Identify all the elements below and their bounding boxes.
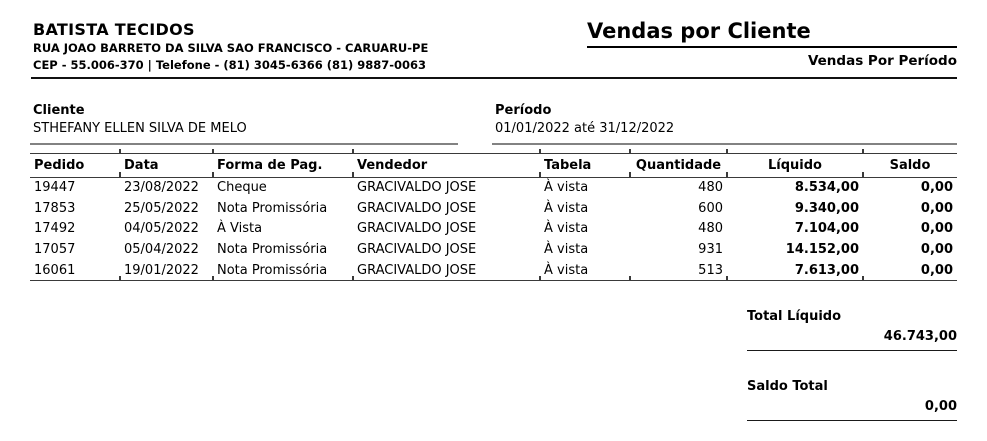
sales-table-wrap: [30, 153, 957, 281]
period-label: Período: [495, 103, 552, 118]
cell-data: 19/01/2022: [120, 260, 213, 281]
sales-table-body: [30, 177, 957, 281]
header-divider: [31, 77, 957, 79]
report-title-block: [587, 19, 957, 69]
cell-forma-de-pag: Cheque: [217, 180, 267, 196]
cell-forma-de-pag: Nota Promissória: [217, 242, 328, 258]
cell-tabela: À vista: [540, 260, 630, 281]
company-contact: CEP - 55.006-370 | Telefone - (81) 3045-6366 (81) 9887-0063: [33, 58, 427, 72]
cell-quantidade: 480: [698, 221, 723, 237]
total-liquido-label: Total Líquido: [747, 309, 842, 324]
cell-tabela: À vista: [544, 221, 589, 237]
client-filter-block: [30, 99, 458, 145]
cell-pedido: 17853: [34, 200, 76, 216]
cell-saldo: 0,00: [863, 260, 957, 281]
company-block: [33, 20, 428, 73]
cell-vendedor: GRACIVALDO JOSE: [357, 180, 477, 196]
cell-tabela: À vista: [544, 200, 589, 216]
saldo-total-value: 0,00: [924, 399, 957, 414]
sales-table: [30, 153, 957, 281]
column-header-forma-de-pag: Forma de Pag.: [213, 154, 353, 178]
report-subtitle: Vendas Por Período: [807, 53, 957, 69]
saldo-total-block: [747, 378, 957, 421]
cell-data: 05/04/2022: [124, 242, 199, 258]
cell-saldo: 0,00: [920, 242, 953, 258]
table-header-row: [30, 154, 957, 178]
cell-pedido: 19447: [34, 180, 76, 196]
column-header-liquido: Líquido: [727, 154, 863, 178]
cell-data: 04/05/2022: [124, 221, 199, 237]
cell-quantidade: 931: [698, 242, 723, 258]
cell-liquido: 14.152,00: [785, 242, 859, 258]
cell-pedido: 16061: [34, 262, 76, 278]
period-filter-block: [492, 99, 957, 145]
cell-pedido: 17057: [34, 242, 76, 258]
table-row: [30, 177, 957, 198]
table-row: [30, 239, 957, 260]
period-value: 01/01/2022 até 31/12/2022: [495, 121, 675, 136]
cell-liquido: 7.104,00: [794, 221, 859, 237]
cell-saldo: 0,00: [920, 200, 953, 216]
saldo-total-label: Saldo Total: [747, 379, 828, 394]
cell-quantidade: 480: [698, 180, 723, 196]
client-label: Cliente: [33, 103, 85, 118]
cell-forma-de-pag: Nota Promissória: [217, 200, 328, 216]
cell-vendedor: GRACIVALDO JOSE: [353, 260, 540, 281]
total-liquido-value: 46.743,00: [883, 329, 957, 344]
cell-forma-de-pag: À Vista: [217, 221, 263, 237]
company-address: RUA JOAO BARRETO DA SILVA SAO FRANCISCO - CARUARU-PE: [33, 41, 429, 55]
report-title: Vendas por Cliente: [587, 19, 957, 48]
cell-liquido: 8.534,00: [794, 180, 859, 196]
cell-liquido: 9.340,00: [794, 200, 859, 216]
cell-vendedor: GRACIVALDO JOSE: [357, 242, 477, 258]
cell-vendedor: GRACIVALDO JOSE: [357, 221, 477, 237]
column-header-saldo: Saldo: [863, 154, 957, 178]
cell-tabela: À vista: [544, 180, 589, 196]
column-header-vendedor: Vendedor: [353, 154, 540, 178]
column-header-data: Data: [120, 154, 213, 178]
table-row: [30, 260, 957, 281]
cell-saldo: 0,00: [920, 180, 953, 196]
cell-data: 25/05/2022: [124, 200, 199, 216]
column-header-pedido: Pedido: [30, 154, 120, 178]
table-row: [30, 219, 957, 240]
column-header-quantidade: Quantidade: [630, 154, 727, 178]
cell-vendedor: GRACIVALDO JOSE: [357, 200, 477, 216]
cell-data: 23/08/2022: [124, 180, 199, 196]
table-row: [30, 198, 957, 219]
column-header-tabela: Tabela: [540, 154, 630, 178]
cell-quantidade: 600: [698, 200, 723, 216]
company-name: BATISTA TECIDOS: [33, 20, 195, 39]
cell-pedido: 17492: [34, 221, 76, 237]
client-value: STHEFANY ELLEN SILVA DE MELO: [33, 121, 247, 136]
cell-tabela: À vista: [544, 242, 589, 258]
cell-saldo: 0,00: [920, 221, 953, 237]
cell-quantidade: 513: [630, 260, 727, 281]
cell-liquido: 7.613,00: [727, 260, 863, 281]
cell-forma-de-pag: Nota Promissória: [213, 260, 353, 281]
total-liquido-block: [747, 308, 957, 351]
